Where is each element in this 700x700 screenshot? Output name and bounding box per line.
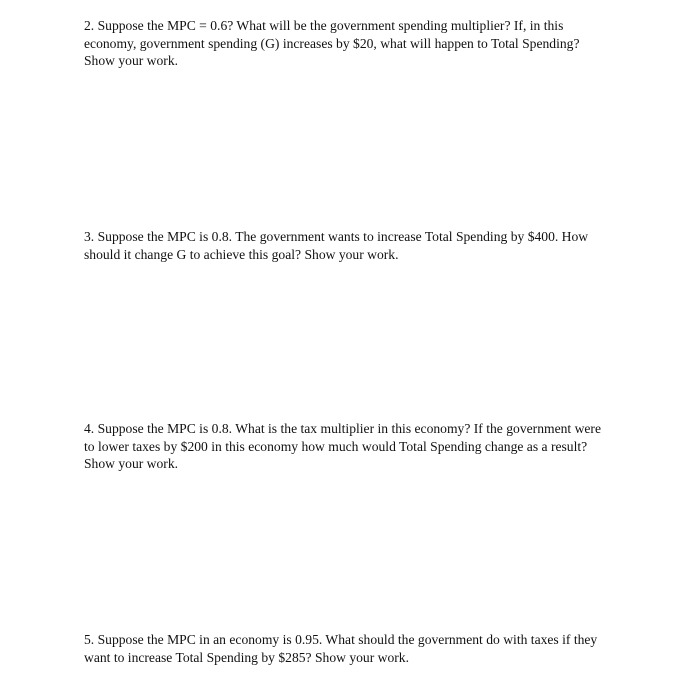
question-2 [84,17,624,70]
question-2-line-3: Show your work. [84,53,179,68]
question-3-line-1: 3. Suppose the MPC is 0.8. The government wants to increase Total Spending by $400. How [84,229,589,244]
question-2-line-2: economy, government spending (G) increases by $20, what will happen to Total Spending? [84,35,580,51]
question-5 [84,631,624,666]
question-5-line-1: 5. Suppose the MPC in an economy is 0.95. What should the government do with taxes if they [84,632,598,647]
question-2-line-1: 2. Suppose the MPC = 0.6? What will be the government spending multiplier? If, in this [84,18,564,33]
question-3 [84,228,624,263]
question-3-line-2: should it change G to achieve this goal? Show your work. [84,246,399,262]
question-4-line-1: 4. Suppose the MPC is 0.8. What is the tax multiplier in this economy? If the government were [84,421,601,436]
question-4-line-2: to lower taxes by $200 in this economy how much would Total Spending change as a result? [84,438,588,454]
question-4 [84,420,624,473]
question-4-line-3: Show your work. [84,456,179,471]
question-5-line-2: want to increase Total Spending by $285? Show your work. [84,649,409,665]
